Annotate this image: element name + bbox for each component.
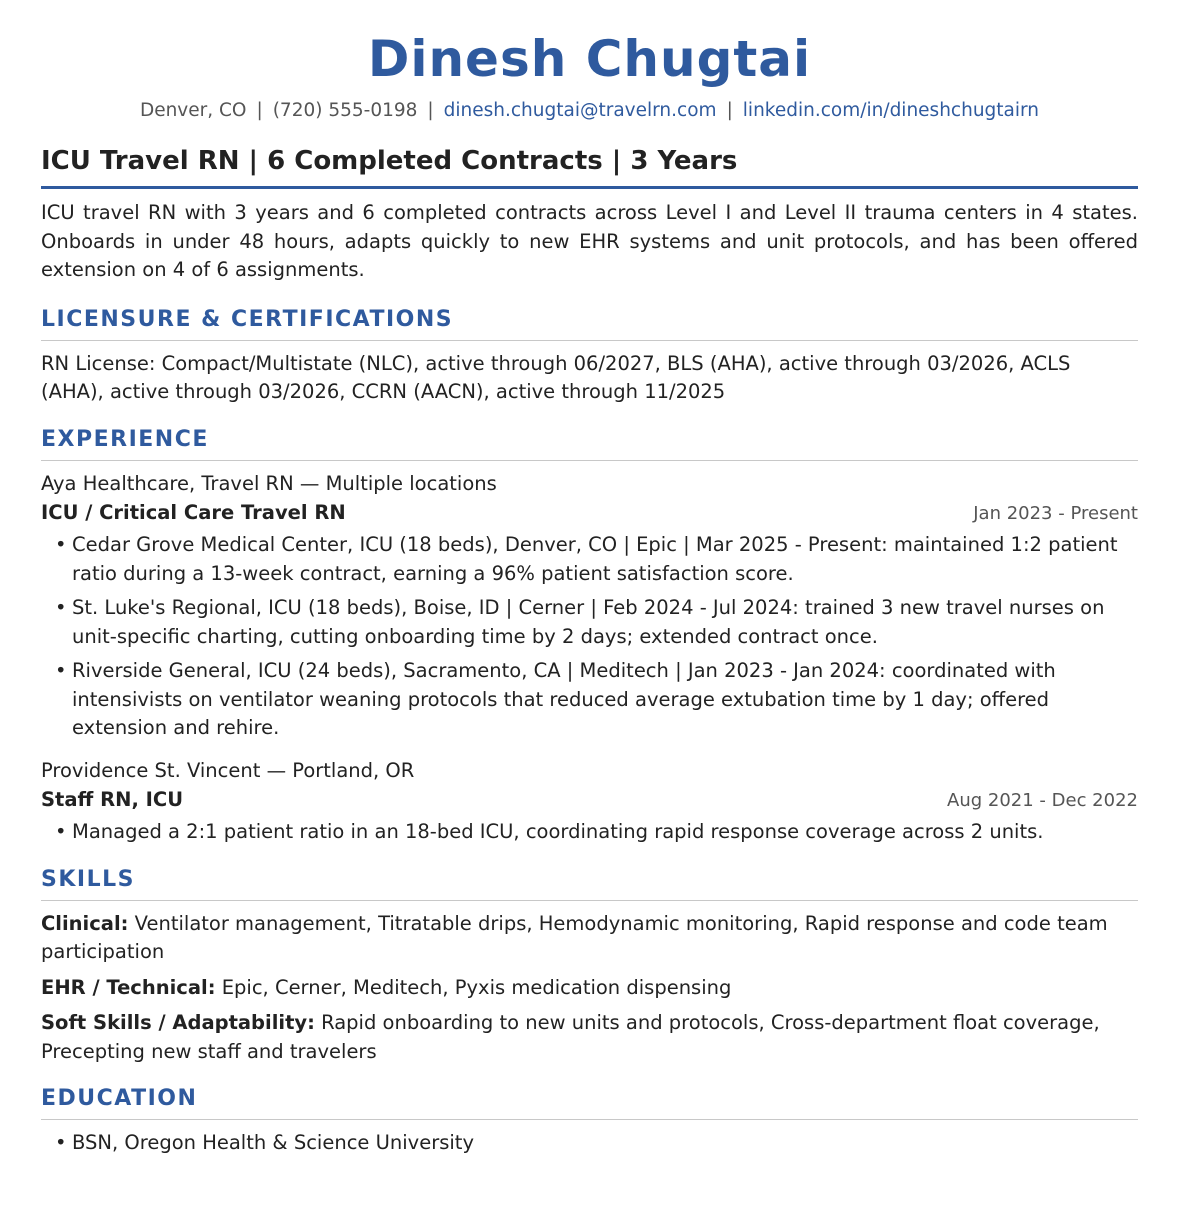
location: Denver, CO: [139, 100, 247, 121]
job-entry: [41, 757, 1138, 847]
phone: (720) 555-0198: [272, 100, 418, 121]
contact-separator: |: [256, 100, 263, 121]
job-bullet: • Managed a 2:1 patient ratio in an 18-bed ICU, coordinating rapid response coverage across 2 units.: [72, 818, 1138, 847]
job-bullet: • St. Luke's Regional, ICU (18 beds), Boise, ID | Cerner | Feb 2024 - Jul 2024: trained 3 new travel nurses on unit-specific charting, cutting onboarding time by 2 days; extended contract once.: [72, 594, 1138, 651]
job-role-row: [41, 785, 1138, 816]
job-entry: [41, 470, 1138, 743]
skill-label: Soft Skills / Adaptability:: [41, 1011, 315, 1034]
candidate-name: Dinesh Chugtai: [367, 30, 812, 88]
job-role: Staff RN, ICU: [41, 788, 184, 811]
skill-group-soft: [41, 1009, 1138, 1066]
skill-text: Ventilator management, Titratable drips, Hemodynamic monitoring, Rapid response and code team participation: [41, 911, 1108, 963]
education-item: • BSN, Oregon Health & Science University: [72, 1129, 1138, 1158]
linkedin-link[interactable]: linkedin.com/in/dineshchugtairn: [742, 100, 1040, 121]
job-dates: Jan 2023 - Present: [973, 503, 1138, 524]
job-role-row: [41, 498, 1138, 529]
job-employer: Providence St. Vincent — Portland, OR: [41, 758, 415, 782]
skills-list: [41, 910, 1138, 1067]
job-employer: Aya Healthcare, Travel RN — Multiple locations: [41, 471, 497, 495]
skill-label: EHR / Technical:: [41, 975, 216, 999]
job-bullet: • Cedar Grove Medical Center, ICU (18 beds), Denver, CO | Epic | Mar 2025 - Present: maintained 1:2 patient ratio during a 13-week contract, earning a 96% patient satisfaction score.: [72, 531, 1138, 588]
headline: ICU Travel RN | 6 Completed Contracts | 3 Years: [41, 144, 1138, 189]
contact-separator: |: [427, 100, 434, 121]
contact-line: [41, 98, 1138, 124]
section-title-experience: EXPERIENCE: [41, 425, 1138, 461]
skill-label: Clinical:: [41, 911, 129, 935]
section-title-education: EDUCATION: [41, 1084, 1138, 1120]
education-list: [41, 1129, 1138, 1158]
skill-text: Epic, Cerner, Meditech, Pyxis medication dispensing: [215, 975, 732, 999]
job-bullet: • Riverside General, ICU (24 beds), Sacramento, CA | Meditech | Jan 2023 - Jan 2024: coordinated with intensivists on ventilator weaning protocols that reduced average extubation time by 1 day; offered extension and rehire.: [72, 657, 1138, 743]
contact-separator: |: [726, 100, 733, 121]
job-role: ICU / Critical Care Travel RN: [41, 501, 346, 524]
summary: ICU travel RN with 3 years and 6 completed contracts across Level I and Level II trauma centers in 4 states. Onboards in under 48 hours, adapts quickly to new EHR systems and unit protocols, and has been offered extension on 4 of 6 assignments.: [41, 201, 1138, 281]
skill-text: Rapid onboarding to new units and protocols, Cross-department float coverage, Precepting new staff and travelers: [41, 1011, 1100, 1063]
section-title-skills: SKILLS: [41, 865, 1138, 901]
job-dates: Aug 2021 - Dec 2022: [947, 790, 1138, 811]
section-title-licensure: LICENSURE & CERTIFICATIONS: [41, 305, 1138, 341]
job-bullets: [41, 818, 1138, 847]
skill-group-ehr: [41, 974, 1138, 1003]
skill-group-clinical: [41, 910, 1138, 967]
licensure-text: RN License: Compact/Multistate (NLC), active through 06/2027, BLS (AHA), active through 03/2026, ACLS (AHA), active through 03/2026, CCRN (AACN), active through 11/2025: [41, 351, 1071, 403]
job-bullets: [41, 531, 1138, 743]
email-link[interactable]: dinesh.chugtai@travelrn.com: [443, 100, 717, 121]
